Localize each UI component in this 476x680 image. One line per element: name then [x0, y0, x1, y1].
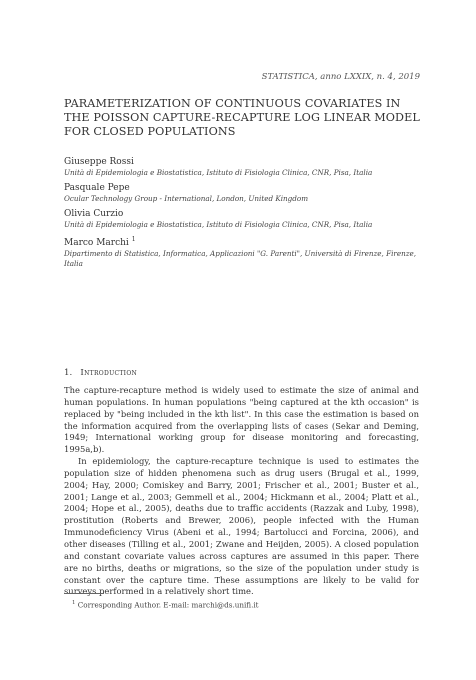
author-entry: [64, 156, 420, 178]
author-entry: [64, 234, 420, 269]
footnote-marker: 1: [131, 236, 136, 243]
author-name: Pasquale Pepe: [64, 183, 130, 193]
author-affiliation: Unità di Epidemiologia e Biostatistica, Istituto di Fisiologia Clinica, CNR, Pisa, Italia: [64, 168, 373, 177]
author-name: Olivia Curzio: [64, 209, 124, 219]
section-number: 1.: [64, 368, 73, 378]
section-title: Introduction: [80, 368, 138, 378]
author-affiliation: Ocular Technology Group - International, London, United Kingdom: [64, 194, 309, 203]
footnote-number: 1: [72, 600, 76, 606]
paragraph: The capture-recapture method is widely used to estimate the size of animal and human populations. In human populations "being captured at the kth occasion" is replaced by "being included in the kth list". In this case the estimation is based on the information acquired from the overlapping lists of cases (Sekar and Deming, 1949; International working group for disease monitoring and forecasting, 1995a,b).: [64, 385, 419, 455]
footnote-rule: [64, 593, 104, 594]
author-name-text: Marco Marchi: [64, 238, 129, 248]
body-text: [64, 385, 419, 598]
author-name: Giuseppe Rossi: [64, 157, 134, 167]
footnote-text: Corresponding Author. E-mail: marchi@ds.unifi.it: [77, 600, 259, 610]
footnote: [72, 600, 259, 609]
section-heading: [64, 368, 137, 378]
author-name: [64, 234, 420, 249]
paragraph: In epidemiology, the capture-recapture technique is used to estimates the population size of hidden phenomena such as drug users (Brugal et al., 1999, 2004; Hay, 2000; Comiskey and Barry, 2001; Frischer et al., 2001; Buster et al., 2001; Lange et al., 2003; Gemmell et al., 2004; Hickmann et al., 2004; Platt et al., 2004; Hope et al., 2005), deaths due to traffic accidents (Razzak and Luby, 1998), prostitution (Roberts and Brewer, 2006), people infected with the Human Immunodeficiency Virus (Abeni et al., 1994; Bartolucci and Forcina, 2006), and other diseases (Tilling et al., 2001; Zwane and Heijden, 2005). A closed population and constant covariate values across captures are assumed in this paper. There are no births, deaths or migrations, so the size of the population under study is constant over the capture time. These assumptions are likely to be valid for surveys performed in a relatively short time.: [64, 456, 419, 597]
paper-title: PARAMETERIZATION OF CONTINUOUS COVARIATES IN THE POISSON CAPTURE-RECAPTURE LOG LINEAR MODEL FOR CLOSED POPULATIONS: [64, 97, 420, 138]
journal-header: STATISTICA, anno LXXIX, n. 4, 2019: [261, 72, 420, 82]
author-affiliation: Dipartimento di Statistica, Informatica, Applicazioni "G. Parenti", Università di Firenze, Firenze, Italia: [64, 249, 417, 268]
author-entry: [64, 208, 420, 230]
author-affiliation: Unità di Epidemiologia e Biostatistica, Istituto di Fisiologia Clinica, CNR, Pisa, Italia: [64, 220, 373, 229]
author-list: [64, 156, 420, 273]
author-entry: [64, 182, 420, 204]
